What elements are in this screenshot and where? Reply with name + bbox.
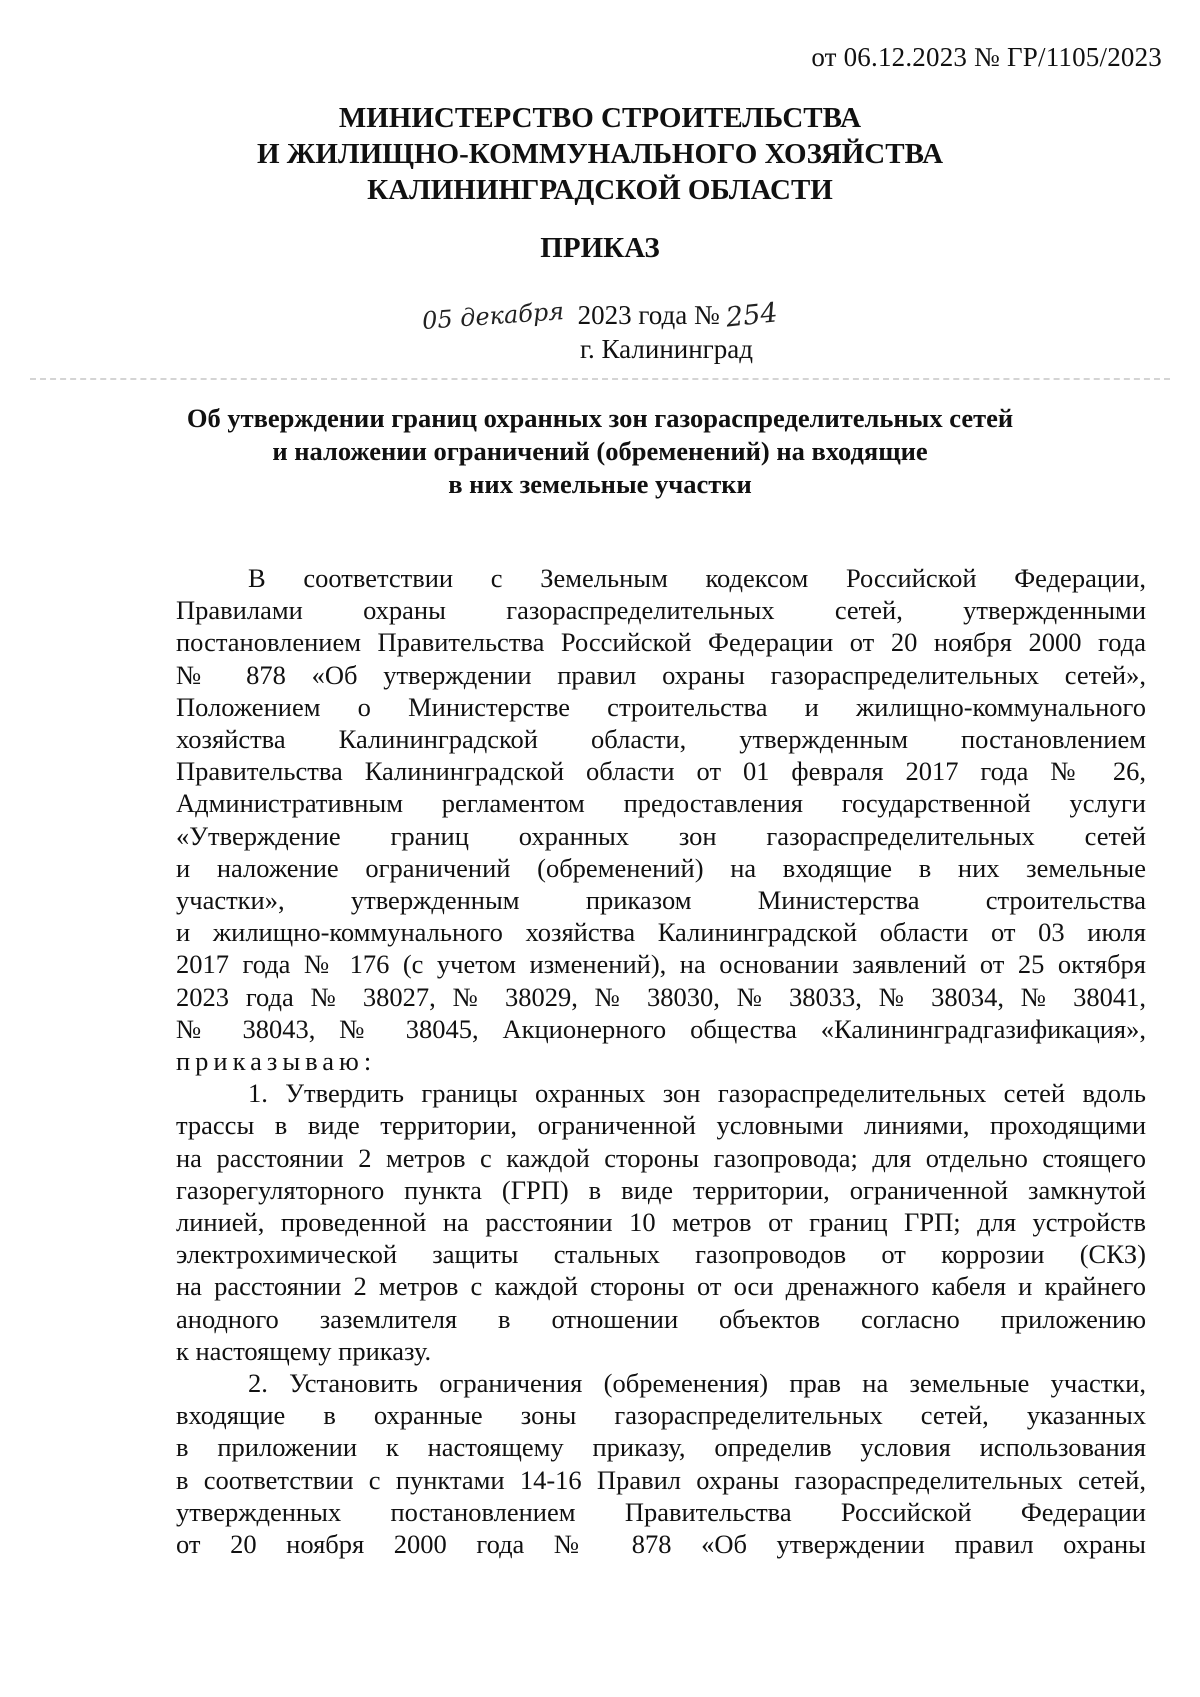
body-line: Правилами охраны газораспределительных сетей, утвержденными: [176, 595, 1146, 626]
body-line: 2023 года № 38027, № 38029, № 38030, № 38033, № 38034, № 38041,: [176, 981, 1146, 1012]
scan-divider: [30, 378, 1170, 380]
body-line: от 20 ноября 2000 года № 878 «Об утверждении правил охраны: [176, 1529, 1146, 1560]
body-line: В соответствии с Земельным кодексом Российской Федерации,: [248, 563, 1146, 593]
subject-line: в них земельные участки: [448, 469, 752, 499]
body-line: Положением о Министерстве строительства и жилищно-коммунального: [176, 691, 1146, 722]
ministry-line: МИНИСТЕРСТВО СТРОИТЕЛЬСТВА: [338, 102, 862, 134]
order-subject: [0, 402, 1200, 501]
body-line: газорегуляторного пункта (ГРП) в виде территории, ограниченной замкнутой: [176, 1174, 1146, 1205]
printed-year: 2023 года №: [577, 300, 720, 330]
body-line: хозяйства Калининградской области, утвержденным постановлением: [176, 724, 1146, 755]
registration-number: от 06.12.2023 № ГР/1105/2023: [811, 42, 1162, 72]
body-line: входящие в охранные зоны газораспределительных сетей, указанных: [176, 1400, 1146, 1431]
body-line: анодного заземлителя в отношении объектов согласно приложению: [176, 1303, 1146, 1334]
body-line: 1. Утвердить границы охранных зон газораспределительных сетей вдоль: [248, 1078, 1146, 1109]
body-line: № 878 «Об утверждении правил охраны газораспределительных сетей»,: [176, 659, 1146, 690]
body-line: в соответствии с пунктами 14-16 Правил охраны газораспределительных сетей,: [176, 1464, 1146, 1495]
order-date: [0, 297, 1200, 335]
body-line: участки», утвержденным приказом Министерства строительства: [176, 885, 1146, 916]
ministry-name: [0, 100, 1200, 208]
body-line: трассы в виде территории, ограниченной условными линиями, проходящими: [176, 1110, 1146, 1141]
body-line: 2017 года № 176 (с учетом изменений), на основании заявлений от 25 октября: [176, 949, 1146, 980]
body-line: «Утверждение границ охранных зон газораспределительных сетей: [176, 820, 1146, 851]
body-line: 2. Установить ограничения (обременения) прав на земельные участки,: [248, 1368, 1146, 1399]
subject-line: и наложении ограничений (обременений) на входящие: [272, 436, 928, 466]
body-line: в приложении к настоящему приказу, определив условия использования: [176, 1432, 1146, 1463]
body-line: на расстоянии 2 метров с каждой стороны газопровода; для отдельно стоящего: [176, 1142, 1146, 1173]
handwritten-date: 05 декабря: [421, 297, 565, 335]
city: г. Калининград: [580, 334, 753, 364]
order-body: [176, 562, 1146, 1560]
body-line: на расстоянии 2 метров с каждой стороны от оси дренажного кабеля и крайнего: [176, 1271, 1146, 1302]
body-line: линией, проведенной на расстоянии 10 метров от границ ГРП; для устройств: [176, 1207, 1146, 1238]
body-line: электрохимической защиты стальных газопроводов от коррозии (СКЗ): [176, 1239, 1146, 1270]
body-line: Правительства Калининградской области от 01 февраля 2017 года № 26,: [176, 756, 1146, 787]
document-type: ПРИКАЗ: [540, 232, 660, 264]
body-line: Административным регламентом предоставления государственной услуги: [176, 788, 1146, 819]
ministry-line: И ЖИЛИЩНО-КОММУНАЛЬНОГО ХОЗЯЙСТВА: [256, 138, 944, 170]
body-line: № 38043, № 38045, Акционерного общества «Калининградгазификация»,: [176, 1013, 1146, 1044]
body-line: и жилищно-коммунального хозяйства Калининградской области от 03 июля: [176, 917, 1146, 948]
handwritten-number: 254: [724, 297, 780, 334]
subject-line: Об утверждении границ охранных зон газораспределительных сетей: [186, 403, 1014, 433]
body-line: утвержденных постановлением Правительства Российской Федерации: [176, 1496, 1146, 1527]
ministry-line: КАЛИНИНГРАДСКОЙ ОБЛАСТИ: [367, 174, 833, 206]
body-line: и наложение ограничений (обременений) на входящие в них земельные: [176, 852, 1146, 883]
body-line: постановлением Правительства Российской Федерации от 20 ноября 2000 года: [176, 627, 1146, 658]
body-line: приказываю:: [176, 1046, 377, 1077]
body-line: к настоящему приказу.: [176, 1335, 432, 1366]
